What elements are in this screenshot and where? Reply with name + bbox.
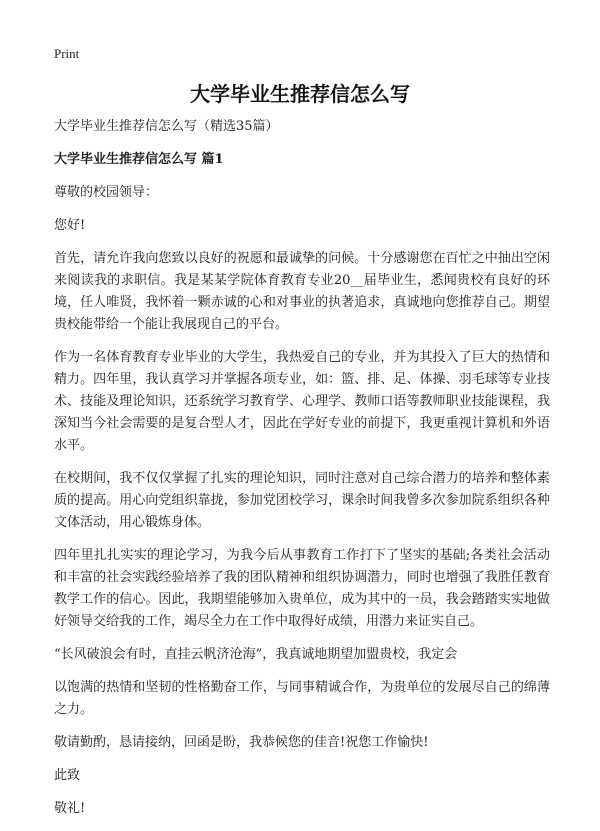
subtitle: 大学毕业生推荐信怎么写（精选35篇） [54,119,279,134]
page-title: 大学毕业生推荐信怎么写 [190,82,410,106]
greeting: 您好! [54,218,86,233]
article-body [54,116,550,831]
section-heading: 大学毕业生推荐信怎么写 篇1 [54,152,224,167]
closing: 此致 [54,768,81,783]
print-link[interactable]: Print [54,46,80,61]
paragraph-commitment: 以饱满的热情和坚韧的性格勤奋工作，与同事精诚合作，为贵单位的发展尽自己的绵薄之力。 [54,680,550,717]
sign-off: 敬礼! [54,801,86,816]
paragraph-quote: “长风破浪会有时，直挂云帆济沧海”，我真诚地期望加盟贵校，我定会 [54,647,458,662]
salutation: 尊敬的校园领导： [54,185,159,200]
paragraph-intro: 首先，请允许我向您致以良好的祝愿和最诚挚的问候。十分感谢您在百忙之中抽出空闲来阅读我的求职信。我是某某学院体育教育专业20__届毕业生，悉闻贵校有良好的环境，任人唯贤，我怀着一颗赤诚的心和对事业的执著追求，真诚地向您推荐自己。期望贵校能带给一个能让我展现自己的平台。 [54,251,550,332]
paragraph-major: 作为一名体育教育专业毕业的大学生，我热爱自己的专业，并为其投入了巨大的热情和精力。四年里，我认真学习并掌握各项专业，如：篮、排、足、体操、羽毛球等专业技术、技能及理论知识，还系统学习教育学、心理学、教师口语等教师职业技能课程，我深知当今社会需要的是复合型人才，因此在学好专业的前提下，我更重视计算机和外语水平。 [54,350,550,453]
paragraph-experience: 四年里扎扎实实的理论学习，为我今后从事教育工作打下了坚实的基础;各类社会活动和丰富的社会实践经验培养了我的团队精神和组织协调潜力，同时也增强了我胜任教育教学工作的信心。因此，我期望能够加入贵单位，成为其中的一员，我会踏踏实实地做好领导交给我的工作，竭尽全力在工作中取得好成绩，用潜力来证实自己。 [54,548,550,629]
paragraph-request: 敬请勤酌，恳请接纳，回函是盼，我恭候您的佳音!祝您工作愉快! [54,735,429,750]
paragraph-school: 在校期间，我不仅仅掌握了扎实的理论知识，同时注意对自己综合潜力的培养和整体素质的提高。用心向党组织靠拢，参加党团校学习，课余时间我曾多次参加院系组织各种文体活动，用心锻炼身体。 [54,471,550,530]
